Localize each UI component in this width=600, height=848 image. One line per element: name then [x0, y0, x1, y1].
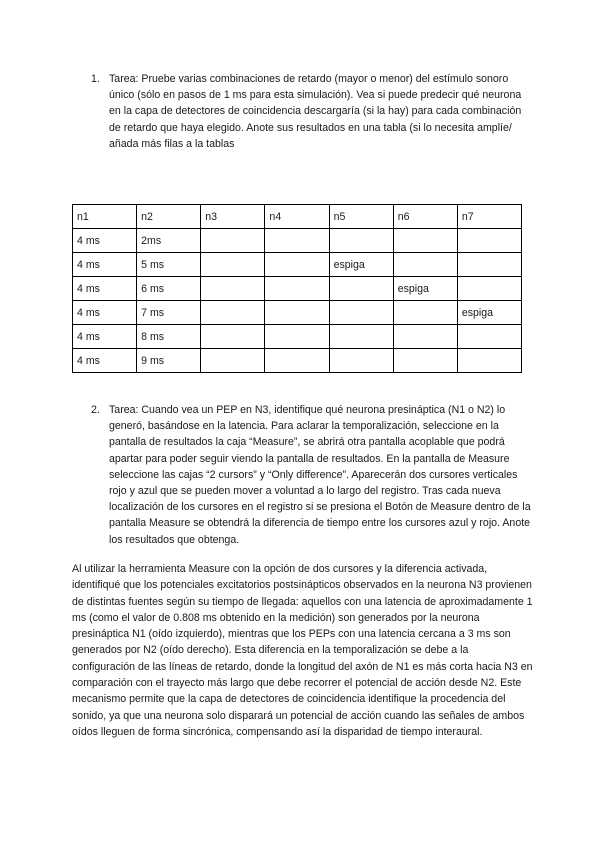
table-cell: 4 ms [73, 277, 137, 301]
header-n2: n2 [137, 205, 201, 229]
table-row [73, 349, 522, 373]
table-cell [329, 229, 393, 253]
task-1-text: Tarea: Pruebe varias combinaciones de retardo (mayor o menor) del estímulo sonoro único (sólo en pasos de 1 ms para esta simulación). Vea si puede predecir qué neurona en la capa de detectores de coincidencia descargaría (si la hay) para cada combinación de retardo que haya elegido. Anote sus resultados en una tabla (si lo necesita amplíe/ añada más filas a la tablas [109, 73, 522, 150]
table-cell [457, 325, 521, 349]
header-n5: n5 [329, 205, 393, 229]
answer-paragraph: Al utilizar la herramienta Measure con la opción de dos cursores y la diferencia activada, identifiqué que los potenciales excitatorios postsinápticos observados en la neurona N3 provienen de distintas fuentes según su tiempo de llegada: aquellos con una latencia de aproximadamente 1 ms (como el valor de 0.808 ms obtenido en la medición) son generados por la neurona presináptica N1 (oído izquierdo), mientras que los PEPs con una latencia cercana a 3 ms son generados por N2 (oído derecho). Esta diferencia en la temporalización se debe a la configuración de las líneas de retardo, donde la longitud del axón de N1 es más corta hacia N3 en comparación con el trayecto más largo que debe recorrer el potencial de acción desde N2. Este mecanismo permite que la capa de detectores de coincidencia identifique la procedencia del sonido, ya que una neurona solo disparará un potencial de acción cuando las señales de ambos oídos lleguen de forma sincrónica, compensando así la disparidad de tiempo interaural. [72, 563, 533, 738]
table-cell [457, 349, 521, 373]
header-n6: n6 [393, 205, 457, 229]
table-cell [201, 277, 265, 301]
task-1 [91, 71, 531, 152]
table-cell [265, 277, 329, 301]
table-cell [265, 325, 329, 349]
table-cell [393, 349, 457, 373]
results-table [72, 204, 522, 373]
table-cell [201, 301, 265, 325]
table-cell: 4 ms [73, 253, 137, 277]
table-cell: 7 ms [137, 301, 201, 325]
table-cell [393, 253, 457, 277]
table-cell: 6 ms [137, 277, 201, 301]
table-row [73, 301, 522, 325]
table-cell: 2ms [137, 229, 201, 253]
header-n7: n7 [457, 205, 521, 229]
table-cell [201, 325, 265, 349]
table-header-row [73, 205, 522, 229]
table-cell: espiga [457, 301, 521, 325]
table-cell [201, 253, 265, 277]
table-cell [329, 301, 393, 325]
table-cell: 4 ms [73, 301, 137, 325]
table-cell: 4 ms [73, 325, 137, 349]
table-cell: 9 ms [137, 349, 201, 373]
task-2 [91, 402, 531, 548]
table-cell [393, 229, 457, 253]
table-cell [329, 277, 393, 301]
table-cell [265, 301, 329, 325]
table-cell [393, 301, 457, 325]
task-1-number: 1. [91, 73, 100, 85]
table-cell: espiga [393, 277, 457, 301]
table-cell: espiga [329, 253, 393, 277]
table-cell: 5 ms [137, 253, 201, 277]
table-cell [265, 229, 329, 253]
table-cell: 4 ms [73, 229, 137, 253]
table-cell [329, 325, 393, 349]
table-cell: 4 ms [73, 349, 137, 373]
table-cell [457, 229, 521, 253]
table-row [73, 253, 522, 277]
table-row [73, 229, 522, 253]
table-row [73, 277, 522, 301]
table-cell [329, 349, 393, 373]
table-cell [265, 349, 329, 373]
header-n3: n3 [201, 205, 265, 229]
header-n1: n1 [73, 205, 137, 229]
table-cell [265, 253, 329, 277]
table-cell [201, 229, 265, 253]
table-row [73, 325, 522, 349]
task-2-number: 2. [91, 404, 100, 416]
table-cell [457, 253, 521, 277]
table-cell [201, 349, 265, 373]
header-n4: n4 [265, 205, 329, 229]
table-cell [393, 325, 457, 349]
table-cell: 8 ms [137, 325, 201, 349]
task-2-text: Tarea: Cuando vea un PEP en N3, identifique qué neurona presináptica (N1 o N2) lo generó, basándose en la latencia. Para aclarar la temporalización, seleccione en la pantalla de resultados la caja “Measure”, se abrirá otra pantalla acoplable que podrá apartar para poder seguir viendo la pantalla de resultados. En la pantalla de Measure seleccione las cajas “2 cursors” y “Only difference”. Aparecerán dos cursores verticales rojo y azul que se pueden mover a voluntad a lo largo del registro. Tras cada nueva localización de los cursores en el registro si se presiona el Botón de Measure dentro de la pantalla Measure se obtendrá la diferencia de tiempo entre los cursores azul y rojo. Anote los resultados que obtenga. [109, 404, 531, 546]
table-cell [457, 277, 521, 301]
